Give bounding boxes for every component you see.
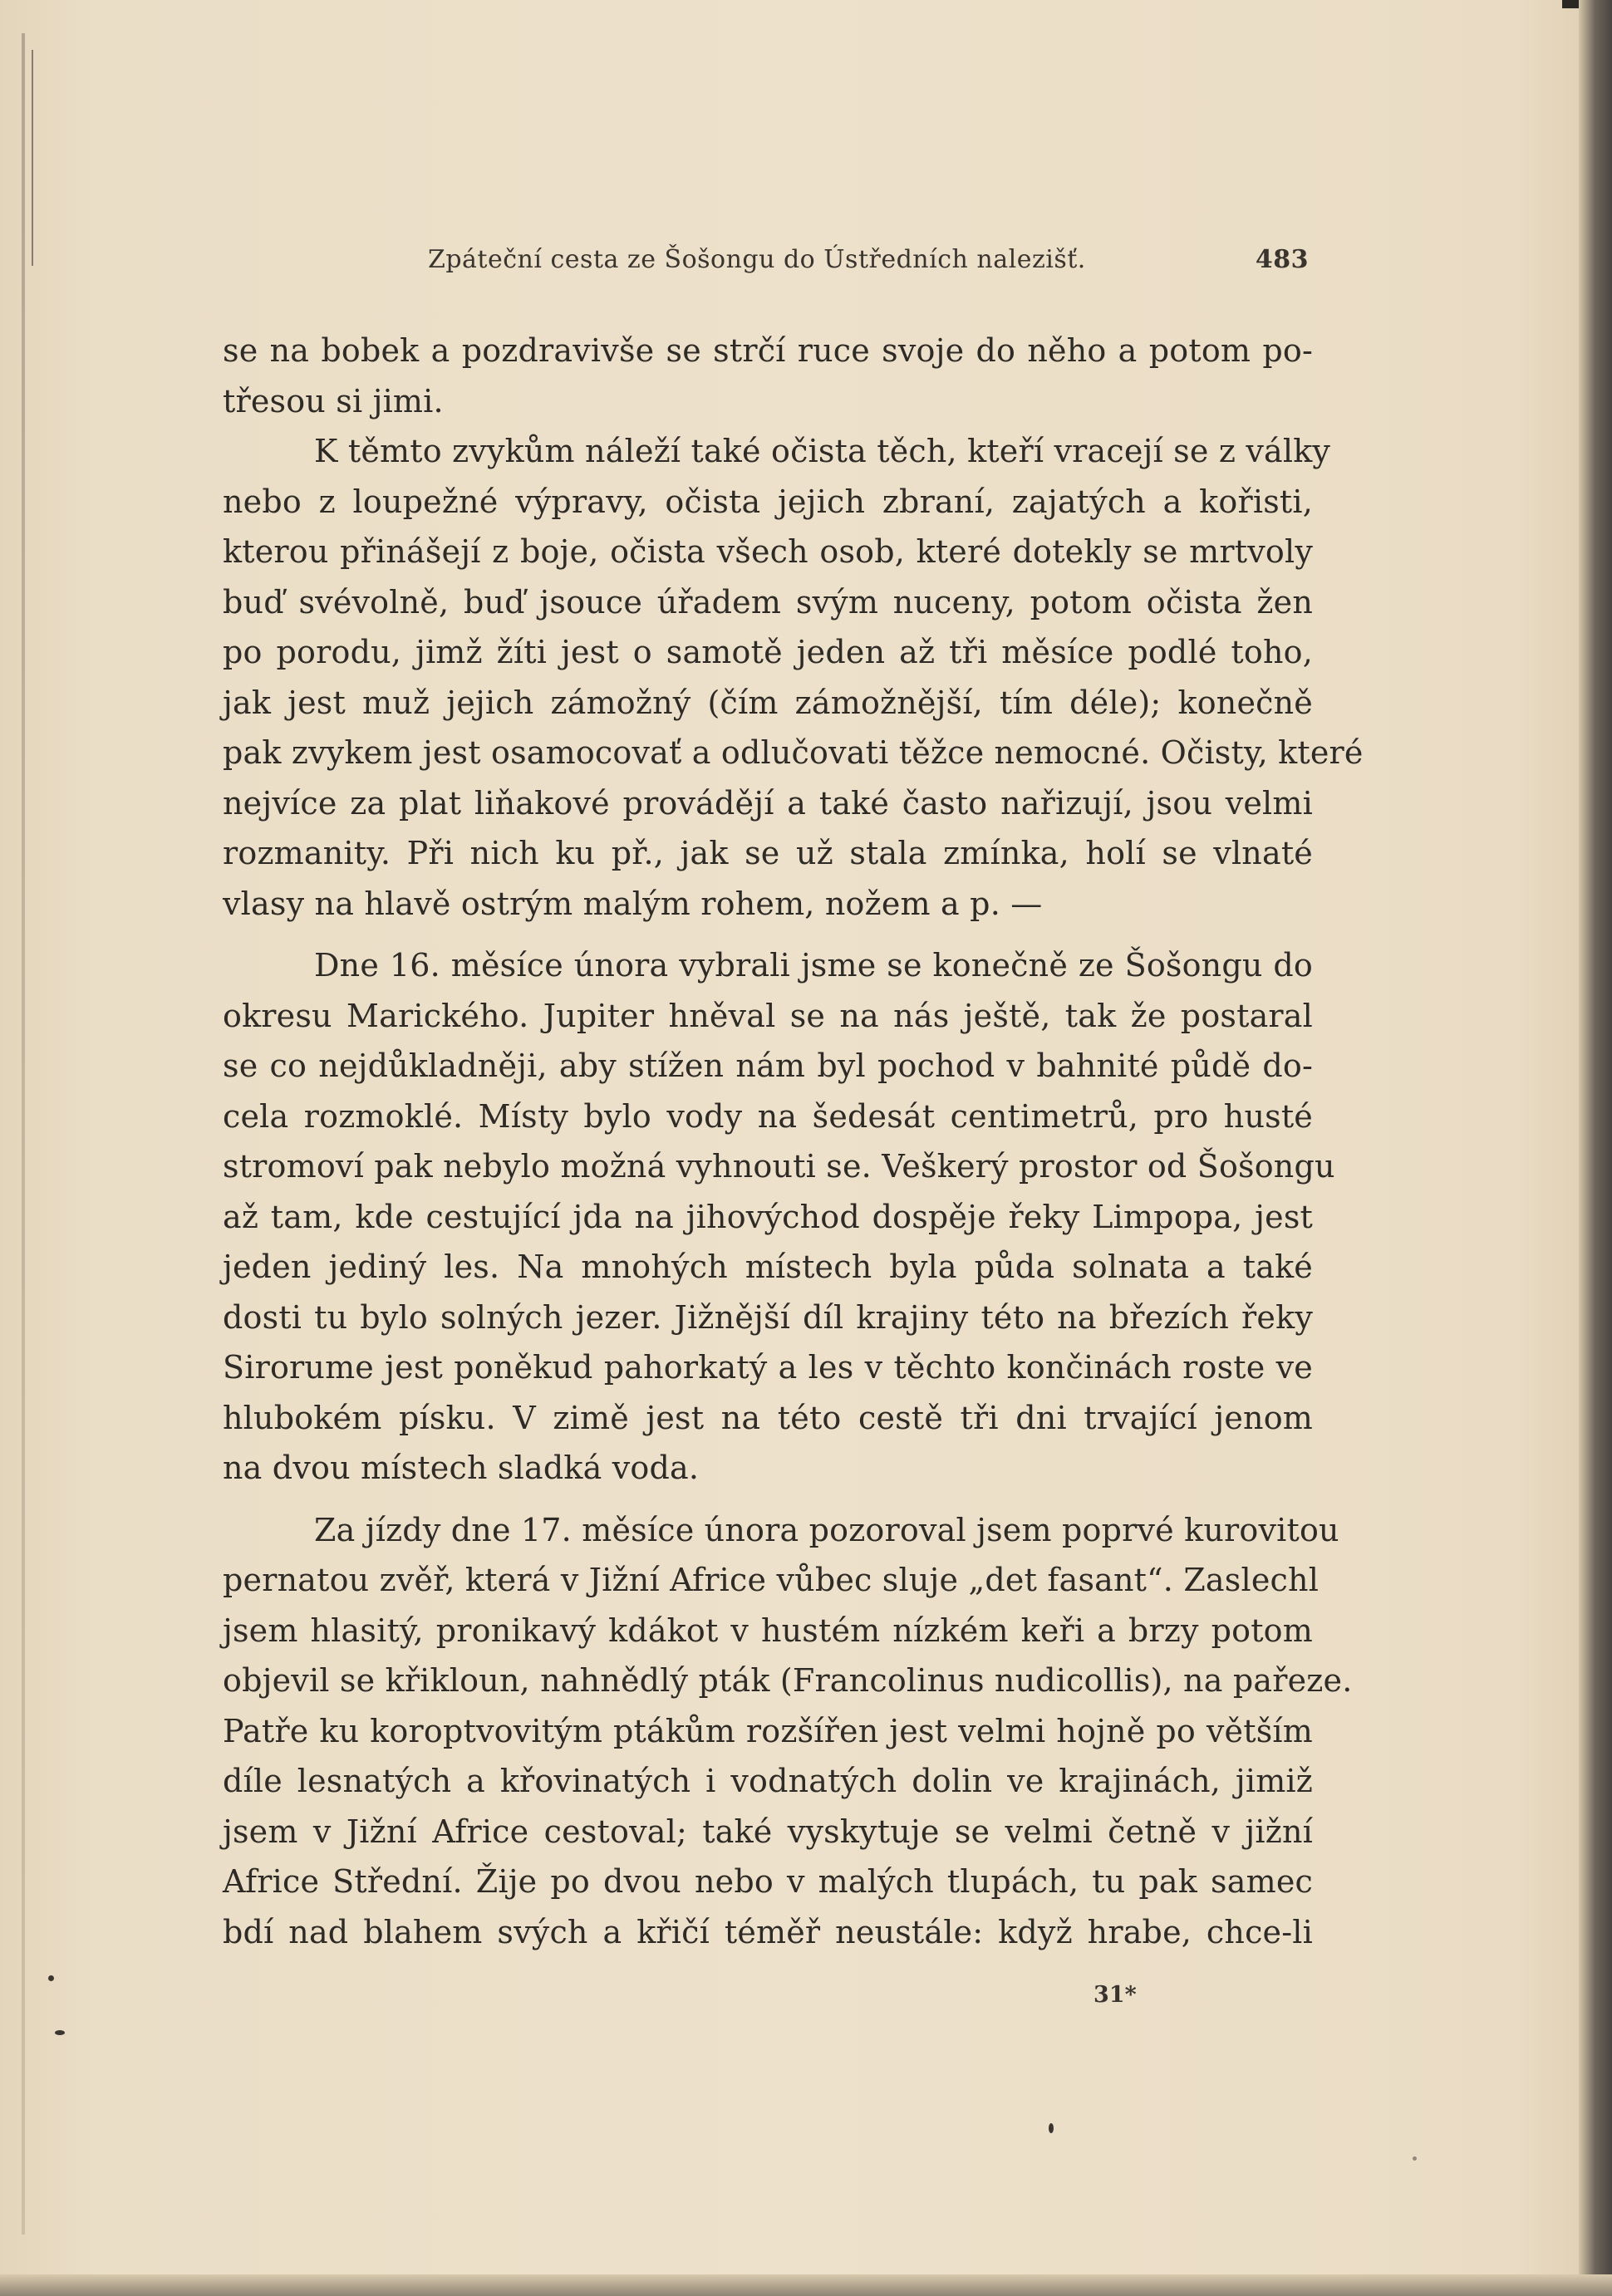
text-line: K těmto zvykům náleží také očista těch, kteří vracejí se z války (314, 433, 1331, 469)
ink-speck (1413, 2156, 1417, 2161)
text-line: pak zvykem jest osamocovať a odlučovati těžce nemocné. Očisty, které (223, 734, 1364, 771)
text-line: bdí nad blahem svých a křičí téměř neustále: když hrabe, chce-li (223, 1913, 1313, 1950)
text-line: buď svévolně, buď jsouce úřadem svým nuceny, potom očista žen (223, 583, 1313, 621)
text-line: stromoví pak nebylo možná vyhnouti se. Veškerý prostor od Šošongu (223, 1148, 1335, 1185)
left-binding-line (32, 50, 33, 266)
text-line: třesou si jimi. (223, 382, 444, 419)
text-line: objevil se křikloun, nahnědlý pták (Francolinus nudicollis), na pařeze. (223, 1662, 1353, 1699)
signature-mark: 31* (1094, 1982, 1137, 2008)
text-line: Dne 16. měsíce února vybrali jsme se konečně ze Šošongu do (314, 947, 1313, 984)
ink-speck (1049, 2123, 1054, 2133)
page-header (428, 245, 1309, 278)
top-corner-shadow (1562, 0, 1579, 8)
text-line: se na bobek a pozdravivše se strčí ruce svoje do něho a potom po- (223, 332, 1313, 369)
text-line: cela rozmoklé. Místy bylo vody na šedesát centimetrů, pro husté (223, 1097, 1313, 1135)
text-line: kterou přinášejí z boje, očista všech osob, které dotekly se mrtvoly (223, 533, 1313, 570)
bottom-page-edge (0, 2274, 1612, 2296)
text-line: až tam, kde cestující jda na jihovýchod dospěje řeky Limpopa, jest (223, 1198, 1313, 1235)
text-line: Za jízdy dne 17. měsíce února pozoroval jsem poprvé kurovitou (314, 1511, 1339, 1548)
text-line: rozmanity. Při nich ku př., jak se už stala zmínka, holí se vlnaté (223, 835, 1313, 871)
ink-speck (55, 2030, 65, 2035)
text-line: jak jest muž jejich zámožný (čím zámožnější, tím déle); konečně (223, 684, 1313, 721)
text-line: nejvíce za plat liňakové provádějí a také často nařizují, jsou velmi (223, 784, 1313, 822)
text-line: na dvou místech sladká voda. (223, 1450, 700, 1486)
text-line: se co nejdůkladněji, aby stížen nám byl pochod v bahnité půdě do- (223, 1047, 1313, 1084)
text-line: po porodu, jimž žíti jest o samotě jeden až tři měsíce podlé toho, (223, 634, 1313, 670)
text-line: Africe Střední. Žije po dvou nebo v malých tlupách, tu pak samec (223, 1863, 1313, 1900)
body-text (223, 326, 1364, 1957)
text-line: Patře ku koroptvovitým ptákům rozšířen jest velmi hojně po větším (223, 1712, 1313, 1749)
text-line: jsem v Jižní Africe cestoval; také vyskytuje se velmi četně v jižní (223, 1813, 1313, 1850)
page-number: 483 (1255, 245, 1309, 274)
text-line: hlubokém písku. V zimě jest na této cestě tři dni trvající jenom (223, 1399, 1313, 1436)
running-title: Zpáteční cesta ze Šošongu do Ústředních nalezišť. (428, 245, 1086, 274)
text-line: okresu Marického. Jupiter hněval se na nás ještě, tak že postaral (223, 997, 1313, 1034)
paragraph-gap (223, 1494, 1313, 1505)
text-line: díle lesnatých a křovinatých i vodnatých dolin ve krajinách, jimiž (223, 1763, 1313, 1799)
left-binding-edge (22, 33, 25, 2235)
ink-speck (48, 1975, 54, 1981)
text-line: dosti tu bylo solných jezer. Jižnější díl krajiny této na březích řeky (223, 1298, 1313, 1336)
text-line: vlasy na hlavě ostrým malým rohem, nožem a p. — (223, 885, 1043, 922)
text-line: nebo z loupežné výpravy, očista jejich zbraní, zajatých a kořisti, (223, 483, 1313, 520)
paragraph-gap (223, 929, 1313, 940)
text-line: jsem hlasitý, pronikavý kdákot v hustém nízkém keři a brzy potom (223, 1612, 1313, 1649)
text-line: jeden jediný les. Na mnohých místech byla půda solnata a také (223, 1249, 1313, 1285)
right-page-edge (1579, 0, 1612, 2296)
text-line: Sirorume jest poněkud pahorkatý a les v těchto končinách roste ve (223, 1349, 1313, 1386)
text-line: pernatou zvěř, která v Jižní Africe vůbec sluje „det fasant“. Zaslechl (223, 1562, 1320, 1598)
